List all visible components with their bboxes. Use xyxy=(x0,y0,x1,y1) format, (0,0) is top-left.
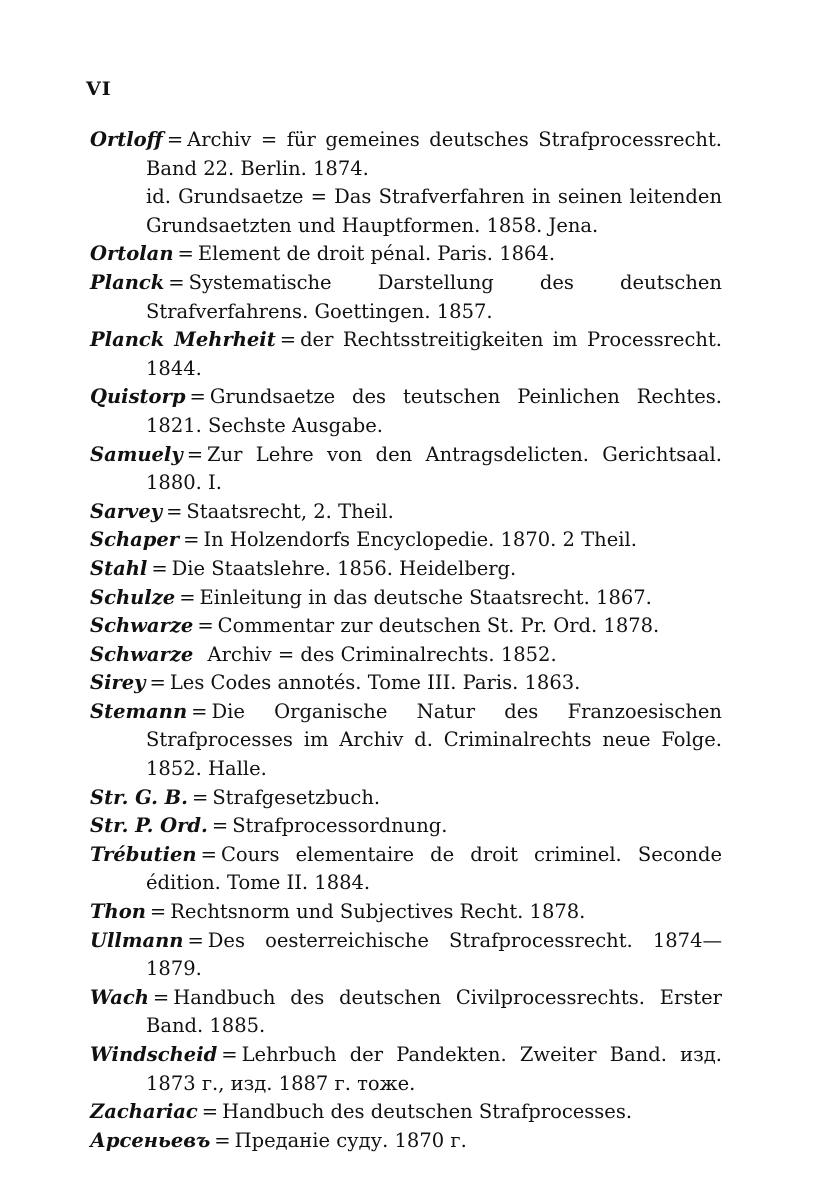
bibliography-entry: Thon = Rechtsnorm und Subjectives Recht. 1878. xyxy=(90,900,586,924)
entry-author: Samuely xyxy=(90,442,183,466)
entry-author: Ortloff xyxy=(90,128,163,151)
bibliography-entry: Ullmann = Des oesterreichische Strafprocessrecht. 1874—1879. xyxy=(90,928,722,981)
entry-text: Die Staatslehre. 1856. Heidelberg. xyxy=(171,556,517,580)
entry-author: Planck Mehrheit xyxy=(90,328,276,352)
entry-author: Trébutien xyxy=(90,842,197,866)
entry-author: Stahl xyxy=(90,556,148,580)
bibliography-entry: Schulze = Einleitung in das deutsche Staatsrecht. 1867. xyxy=(90,585,652,609)
entry-author: Planck xyxy=(90,270,165,294)
bibliography-entry: Samuely = Zur Lehre von den Antragsdelicten. Gerichtsaal. 1880. I. xyxy=(90,442,722,495)
entry-text: Les Codes annotés. Tome III. Paris. 1863. xyxy=(169,671,581,695)
entry-text: Handbuch des deutschen Civilprocessrechts. Erster Band. 1885. xyxy=(146,985,722,1038)
entry-author: Schwarze xyxy=(90,614,194,638)
bibliography-entry: Sirey = Les Codes annotés. Tome III. Paris. 1863. xyxy=(90,671,581,695)
entry-text: Einleitung in das deutsche Staatsrecht. 1867. xyxy=(199,585,652,609)
entry-text: Strafprocessordnung. xyxy=(232,814,448,838)
page-number: VI xyxy=(86,78,112,100)
entry-author: Windscheid xyxy=(90,1043,218,1066)
entry-text: Des oesterreichische Strafprocessrecht. 1874—1879. xyxy=(146,928,722,981)
bibliography-entry: Str. G. B. = Strafgesetzbuch. xyxy=(90,785,381,809)
bibliography-entry: Schwarze = Commentar zur deutschen St. Pr. Ord. 1878. xyxy=(90,614,660,638)
entry-author: Sirey xyxy=(90,671,146,695)
entry-text: Grundsaetze des teutschen Peinlichen Rechtes. 1821. Sechste Ausgabe. xyxy=(146,385,722,437)
entry-text: Archiv = für gemeines deutsches Strafprocessrecht. Band 22. Berlin. 1874. xyxy=(146,128,722,180)
bibliography-entry-continuation xyxy=(90,183,722,240)
entry-text: Systematische Darstellung des deutschen Strafverfahrens. Goettingen. 1857. xyxy=(146,270,722,323)
entry-text: Archiv = des Criminalrechts. 1852. xyxy=(207,642,557,666)
entry-author: Schaper xyxy=(90,528,180,552)
entry-text: In Holzendorfs Encyclopedie. 1870. 2 Theil. xyxy=(203,528,637,552)
bibliography-entry: Planck = Systematische Darstellung des deutschen Strafverfahrens. Goettingen. 1857. xyxy=(90,270,722,323)
entry-author: Арсеньевъ xyxy=(90,1128,211,1152)
bibliography-entry: Wach = Handbuch des deutschen Civilprocessrechts. Erster Band. 1885. xyxy=(90,985,722,1038)
entry-author: Zachariac xyxy=(90,1100,198,1124)
entry-author: Thon xyxy=(90,900,146,924)
bibliography-entry: Zachariac = Handbuch des deutschen Strafprocesses. xyxy=(90,1100,633,1124)
entry-text: der Rechtsstreitigkeiten im Processrecht. 1844. xyxy=(146,328,722,380)
entry-author: Quistorp xyxy=(90,385,186,409)
bibliography-list xyxy=(90,126,722,1155)
bibliography-entry: Арсеньевъ = Преданіе суду. 1870 г. xyxy=(90,1128,467,1152)
entry-text: Commentar zur deutschen St. Pr. Ord. 1878. xyxy=(217,614,660,638)
entry-author: Schwarze xyxy=(90,642,194,666)
bibliography-entry: Trébutien = Cours elementaire de droit criminel. Seconde édition. Tome II. 1884. xyxy=(90,842,722,895)
entry-text: Cours elementaire de droit criminel. Seconde édition. Tome II. 1884. xyxy=(146,842,722,895)
bibliography-entry: Sarvey = Staatsrecht, 2. Theil. xyxy=(90,499,394,523)
bibliography-entry: Planck Mehrheit = der Rechtsstreitigkeiten im Processrecht. 1844. xyxy=(90,328,722,380)
bibliography-entry: Str. P. Ord. = Strafprocessordnung. xyxy=(90,814,448,838)
entry-text: Lehrbuch der Pandekten. Zweiter Band. изд. 1873 г., изд. 1887 г. тоже. xyxy=(146,1043,722,1095)
entry-text: Преданіе суду. 1870 г. xyxy=(234,1128,467,1152)
entry-text: Strafgesetzbuch. xyxy=(212,785,381,809)
bibliography-entry: Schaper = In Holzendorfs Encyclopedie. 1870. 2 Theil. xyxy=(90,528,637,552)
entry-text: id. Grundsaetze = Das Strafverfahren in seinen leitenden Grundsaetzten und Hauptformen. 1858. Jena. xyxy=(146,185,722,237)
bibliography-entry: Ortloff = Archiv = für gemeines deutsches Strafprocessrecht. Band 22. Berlin. 1874. xyxy=(90,128,722,180)
entry-author: Sarvey xyxy=(90,499,163,523)
entry-text: Die Organische Natur des Franzoesischen Strafprocesses im Archiv d. Criminalrechts neue Folge. 1852. Halle. xyxy=(146,699,722,781)
entry-author: Ullmann xyxy=(90,928,184,952)
entry-author: Str. G. B. xyxy=(90,785,188,809)
entry-text: Rechtsnorm und Subjectives Recht. 1878. xyxy=(170,900,586,924)
entry-author: Stemann xyxy=(90,699,188,723)
bibliography-entry: Stemann = Die Organische Natur des Franzoesischen Strafprocesses im Archiv d. Criminalrechts neue Folge. 1852. Halle. xyxy=(90,699,722,781)
bibliography-entry: Stahl = Die Staatslehre. 1856. Heidelberg. xyxy=(90,556,517,580)
entry-text: Element de droit pénal. Paris. 1864. xyxy=(197,242,556,266)
entry-author: Schulze xyxy=(90,585,176,609)
entry-text: Staatsrecht, 2. Theil. xyxy=(186,499,394,523)
entry-author: Str. P. Ord. xyxy=(90,814,208,838)
bibliography-entry: Ortolan = Element de droit pénal. Paris. 1864. xyxy=(90,242,556,266)
entry-author: Ortolan xyxy=(90,242,174,266)
bibliography-entry: Quistorp = Grundsaetze des teutschen Peinlichen Rechtes. 1821. Sechste Ausgabe. xyxy=(90,385,722,437)
entry-author: Wach xyxy=(90,985,149,1009)
entry-text: Zur Lehre von den Antragsdelicten. Gerichtsaal. 1880. I. xyxy=(146,442,722,495)
bibliography-entry: Windscheid = Lehrbuch der Pandekten. Zweiter Band. изд. 1873 г., изд. 1887 г. тоже. xyxy=(90,1043,722,1095)
entry-text: Handbuch des deutschen Strafprocesses. xyxy=(222,1100,633,1124)
bibliography-entry xyxy=(90,641,722,670)
